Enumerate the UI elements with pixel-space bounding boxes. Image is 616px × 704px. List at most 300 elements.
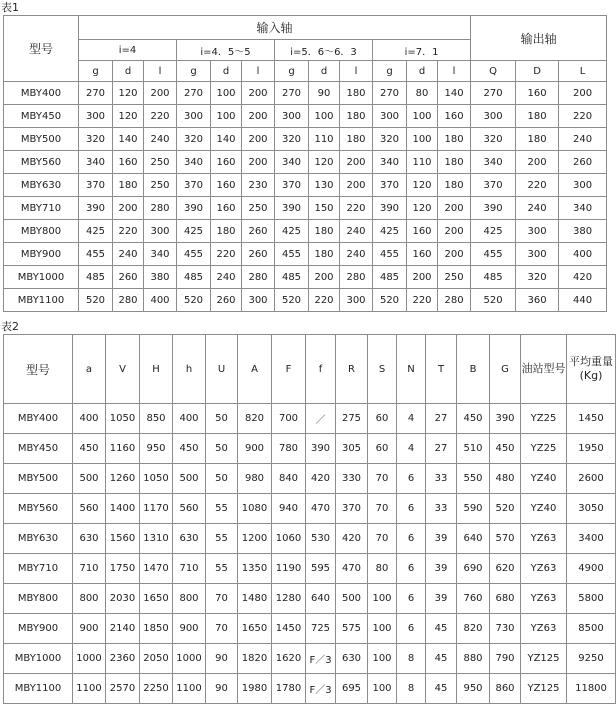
value-cell: 300 [79,105,113,128]
value-cell: 520 [373,289,407,312]
value-cell: 160 [407,220,438,243]
table-row [4,151,607,174]
table-row [4,434,616,464]
value-cell: 480 [490,464,521,494]
value-cell: 2250 [140,674,173,704]
value-cell: 1400 [106,494,140,524]
value-cell: 340 [559,197,607,220]
value-cell: 300 [144,220,177,243]
table-row [4,82,607,105]
value-cell: 130 [309,174,340,197]
value-cell: 760 [457,584,490,614]
value-cell: 200 [340,151,373,174]
table2-header: N [397,335,426,404]
table-row [4,584,616,614]
value-cell: 180 [340,128,373,151]
value-cell: 180 [113,174,144,197]
value-cell: 200 [242,151,275,174]
table-row [4,197,607,220]
value-cell: 630 [336,644,368,674]
table2-header: S [368,335,397,404]
value-cell: 180 [340,82,373,105]
table-row [4,404,616,434]
value-cell: 6 [397,524,426,554]
value-cell: 485 [79,266,113,289]
value-cell: 370 [79,174,113,197]
value-cell: 150 [309,197,340,220]
value-cell: 880 [457,644,490,674]
value-cell: ／ [306,404,336,434]
value-cell: 70 [368,464,397,494]
value-cell: 305 [336,434,368,464]
value-cell: 710 [73,554,106,584]
value-cell: 620 [490,554,521,584]
value-cell: 1450 [567,404,616,434]
value-cell: 1190 [272,554,306,584]
value-cell: 240 [559,128,607,151]
value-cell: 160 [211,197,242,220]
value-cell: 800 [173,584,206,614]
value-cell: 280 [242,266,275,289]
value-cell: 300 [516,243,559,266]
value-cell: 70 [368,524,397,554]
value-cell: 710 [173,554,206,584]
value-cell: 27 [426,404,457,434]
value-cell: 250 [438,266,471,289]
table1-subheader: d [407,61,438,82]
table2-overall-dimensions [3,334,616,704]
value-cell: 390 [373,197,407,220]
table1-subheader: g [177,61,211,82]
value-cell: 250 [242,197,275,220]
value-cell: 455 [373,243,407,266]
value-cell: 100 [211,105,242,128]
value-cell: 390 [471,197,516,220]
value-cell: 1160 [106,434,140,464]
value-cell: 390 [306,434,336,464]
value-cell: YZ63 [521,584,567,614]
value-cell: YZ25 [521,434,567,464]
table1-subheader: D [516,61,559,82]
value-cell: 250 [144,174,177,197]
table-row [4,644,616,674]
table1-model-header: 型号 [4,16,79,82]
value-cell: 100 [211,82,242,105]
value-cell: 120 [407,197,438,220]
value-cell: 220 [113,220,144,243]
value-cell: 300 [340,289,373,312]
value-cell: 390 [275,197,309,220]
value-cell: 250 [144,151,177,174]
value-cell: 11800 [567,674,616,704]
value-cell: 595 [306,554,336,584]
value-cell: 470 [336,554,368,584]
table2-header: F [272,335,306,404]
value-cell: 110 [407,151,438,174]
value-cell: 240 [113,243,144,266]
value-cell: 45 [426,614,457,644]
value-cell: 140 [113,128,144,151]
model-cell: MBY630 [4,174,79,197]
value-cell: 270 [373,82,407,105]
value-cell: 220 [559,105,607,128]
value-cell: 300 [177,105,211,128]
value-cell: 200 [113,197,144,220]
value-cell: 1820 [238,644,272,674]
value-cell: 320 [79,128,113,151]
value-cell: 100 [368,644,397,674]
value-cell: 1260 [106,464,140,494]
value-cell: 220 [516,174,559,197]
value-cell: 180 [340,105,373,128]
value-cell: 180 [309,220,340,243]
table-row [4,289,607,312]
value-cell: 1280 [272,584,306,614]
value-cell: 1200 [238,524,272,554]
value-cell: 160 [211,151,242,174]
value-cell: 425 [177,220,211,243]
value-cell: 100 [368,674,397,704]
table2-header: A [238,335,272,404]
model-cell: MBY900 [4,243,79,266]
value-cell: 240 [516,197,559,220]
value-cell: 220 [309,289,340,312]
value-cell: 340 [79,151,113,174]
value-cell: 940 [272,494,306,524]
value-cell: 455 [79,243,113,266]
value-cell: 1050 [106,404,140,434]
value-cell: 1470 [140,554,173,584]
value-cell: 425 [373,220,407,243]
value-cell: YZ63 [521,554,567,584]
value-cell: 370 [373,174,407,197]
value-cell: YZ63 [521,524,567,554]
value-cell: 950 [140,434,173,464]
table2-header: G [490,335,521,404]
value-cell: 200 [242,105,275,128]
value-cell: 1980 [238,674,272,704]
value-cell: 1000 [73,644,106,674]
value-cell: 470 [306,494,336,524]
value-cell: 275 [336,404,368,434]
value-cell: 70 [206,614,238,644]
value-cell: 100 [407,105,438,128]
value-cell: 100 [407,128,438,151]
value-cell: 39 [426,584,457,614]
table1-ratio-header: i=7．1 [373,40,471,61]
value-cell: 70 [206,584,238,614]
value-cell: 180 [516,105,559,128]
value-cell: 485 [373,266,407,289]
value-cell: 1480 [238,584,272,614]
value-cell: 420 [336,524,368,554]
value-cell: 780 [272,434,306,464]
value-cell: 70 [368,494,397,524]
table1-subheader: g [79,61,113,82]
value-cell: 9250 [567,644,616,674]
value-cell: 270 [275,82,309,105]
value-cell: 455 [471,243,516,266]
value-cell: 520 [79,289,113,312]
table1-output-shaft-header: 输出轴 [471,16,607,61]
value-cell: 6 [397,554,426,584]
table1-subheader: g [373,61,407,82]
value-cell: 300 [471,105,516,128]
table2-header: 油站型号 [521,335,567,404]
value-cell: 300 [373,105,407,128]
value-cell: 500 [73,464,106,494]
value-cell: 5800 [567,584,616,614]
value-cell: 3400 [567,524,616,554]
value-cell: 340 [373,151,407,174]
value-cell: 340 [177,151,211,174]
value-cell: 8 [397,674,426,704]
value-cell: 590 [457,494,490,524]
value-cell: 3050 [567,494,616,524]
value-cell: 500 [336,584,368,614]
value-cell: 4 [397,404,426,434]
model-cell: MBY800 [4,584,73,614]
value-cell: 520 [490,494,521,524]
value-cell: 700 [272,404,306,434]
value-cell: 900 [173,614,206,644]
value-cell: YZ125 [521,674,567,704]
table-row [4,243,607,266]
value-cell: 200 [407,266,438,289]
value-cell: 630 [73,524,106,554]
value-cell: 90 [206,674,238,704]
value-cell: 220 [407,289,438,312]
value-cell: 1780 [272,674,306,704]
value-cell: 220 [144,105,177,128]
value-cell: 420 [559,266,607,289]
value-cell: 520 [177,289,211,312]
value-cell: 1310 [140,524,173,554]
model-cell: MBY450 [4,105,79,128]
value-cell: 33 [426,464,457,494]
value-cell: 240 [340,220,373,243]
table2-header: 平均重量(Kg) [567,335,616,404]
value-cell: 2050 [140,644,173,674]
value-cell: 160 [211,174,242,197]
value-cell: 120 [309,151,340,174]
value-cell: 390 [490,404,521,434]
value-cell: 260 [242,220,275,243]
value-cell: 260 [211,289,242,312]
table2-header: T [426,335,457,404]
value-cell: 520 [471,289,516,312]
table2-header: f [306,335,336,404]
value-cell: 90 [309,82,340,105]
value-cell: YZ25 [521,404,567,434]
value-cell: 1080 [238,494,272,524]
value-cell: 200 [309,266,340,289]
table1-input-output-shaft-dimensions [3,15,607,312]
model-cell: MBY900 [4,614,73,644]
value-cell: 450 [173,434,206,464]
table-row [4,554,616,584]
value-cell: YZ63 [521,614,567,644]
value-cell: 1750 [106,554,140,584]
value-cell: 630 [173,524,206,554]
model-cell: MBY630 [4,524,73,554]
value-cell: 380 [144,266,177,289]
table1-subheader: g [275,61,309,82]
value-cell: 900 [238,434,272,464]
value-cell: 560 [173,494,206,524]
table2-header: R [336,335,368,404]
value-cell: 230 [242,174,275,197]
table1-subheader: Q [471,61,516,82]
value-cell: 820 [457,614,490,644]
value-cell: 140 [438,82,471,105]
value-cell: YZ40 [521,494,567,524]
value-cell: 200 [340,174,373,197]
value-cell: 900 [73,614,106,644]
value-cell: 200 [242,128,275,151]
table2-header: H [140,335,173,404]
value-cell: 100 [309,105,340,128]
value-cell: 120 [113,82,144,105]
value-cell: 860 [490,674,521,704]
value-cell: 560 [73,494,106,524]
table2-header: a [73,335,106,404]
value-cell: 500 [173,464,206,494]
table2-header: 型号 [4,335,73,404]
model-cell: MBY400 [4,82,79,105]
value-cell: 120 [113,105,144,128]
value-cell: 8 [397,644,426,674]
value-cell: 1050 [140,464,173,494]
value-cell: 100 [368,584,397,614]
value-cell: 485 [177,266,211,289]
value-cell: 60 [368,434,397,464]
value-cell: 340 [144,243,177,266]
table1-ratio-header: i=4 [79,40,177,61]
table1-subheader: l [438,61,471,82]
value-cell: 50 [206,434,238,464]
value-cell: 360 [516,289,559,312]
value-cell: 340 [471,151,516,174]
value-cell: 400 [173,404,206,434]
value-cell: 50 [206,464,238,494]
value-cell: 530 [306,524,336,554]
value-cell: 300 [242,289,275,312]
value-cell: 1850 [140,614,173,644]
value-cell: 850 [140,404,173,434]
value-cell: 6 [397,584,426,614]
value-cell: 840 [272,464,306,494]
table2-caption: 表2 [1,320,19,333]
value-cell: 55 [206,554,238,584]
value-cell: 240 [144,128,177,151]
value-cell: 55 [206,494,238,524]
table1-subheader: d [113,61,144,82]
table-row [4,464,616,494]
value-cell: 1650 [140,584,173,614]
value-cell: 180 [438,128,471,151]
value-cell: 39 [426,554,457,584]
value-cell: 1170 [140,494,173,524]
value-cell: 4900 [567,554,616,584]
value-cell: 240 [340,243,373,266]
value-cell: 300 [516,220,559,243]
value-cell: 450 [457,404,490,434]
value-cell: 80 [368,554,397,584]
value-cell: 270 [79,82,113,105]
value-cell: 280 [113,289,144,312]
value-cell: 27 [426,434,457,464]
value-cell: 280 [340,266,373,289]
table-row [4,674,616,704]
table-row [4,266,607,289]
value-cell: 455 [177,243,211,266]
value-cell: 1650 [238,614,272,644]
value-cell: 1060 [272,524,306,554]
table-row [4,105,607,128]
value-cell: 695 [336,674,368,704]
model-cell: MBY1100 [4,674,73,704]
value-cell: 455 [275,243,309,266]
value-cell: 1000 [173,644,206,674]
value-cell: 90 [206,644,238,674]
value-cell: 39 [426,524,457,554]
value-cell: 425 [79,220,113,243]
value-cell: 260 [113,266,144,289]
table1-caption: 表1 [1,1,19,14]
value-cell: 1100 [173,674,206,704]
model-cell: MBY450 [4,434,73,464]
model-cell: MBY500 [4,464,73,494]
value-cell: 450 [490,434,521,464]
value-cell: 200 [242,82,275,105]
value-cell: 180 [438,151,471,174]
value-cell: 8500 [567,614,616,644]
value-cell: 200 [516,151,559,174]
value-cell: 1950 [567,434,616,464]
model-cell: MBY1000 [4,644,73,674]
model-cell: MBY710 [4,197,79,220]
value-cell: 55 [206,524,238,554]
value-cell: 110 [309,128,340,151]
value-cell: F／3 [306,674,336,704]
table1-ratio-header: i=4．5～5 [177,40,275,61]
value-cell: 2600 [567,464,616,494]
table-row [4,220,607,243]
table-row [4,174,607,197]
value-cell: 320 [471,128,516,151]
value-cell: 140 [211,128,242,151]
value-cell: 1560 [106,524,140,554]
value-cell: 260 [242,243,275,266]
value-cell: 120 [407,174,438,197]
value-cell: 220 [211,243,242,266]
value-cell: 575 [336,614,368,644]
table1-subheader: l [242,61,275,82]
value-cell: 280 [438,289,471,312]
model-cell: MBY710 [4,554,73,584]
value-cell: 160 [407,243,438,266]
value-cell: 6 [397,464,426,494]
model-cell: MBY1100 [4,289,79,312]
model-cell: MBY500 [4,128,79,151]
value-cell: 80 [407,82,438,105]
value-cell: 400 [559,243,607,266]
value-cell: 390 [177,197,211,220]
value-cell: 370 [275,174,309,197]
table-row [4,128,607,151]
model-cell: MBY1000 [4,266,79,289]
